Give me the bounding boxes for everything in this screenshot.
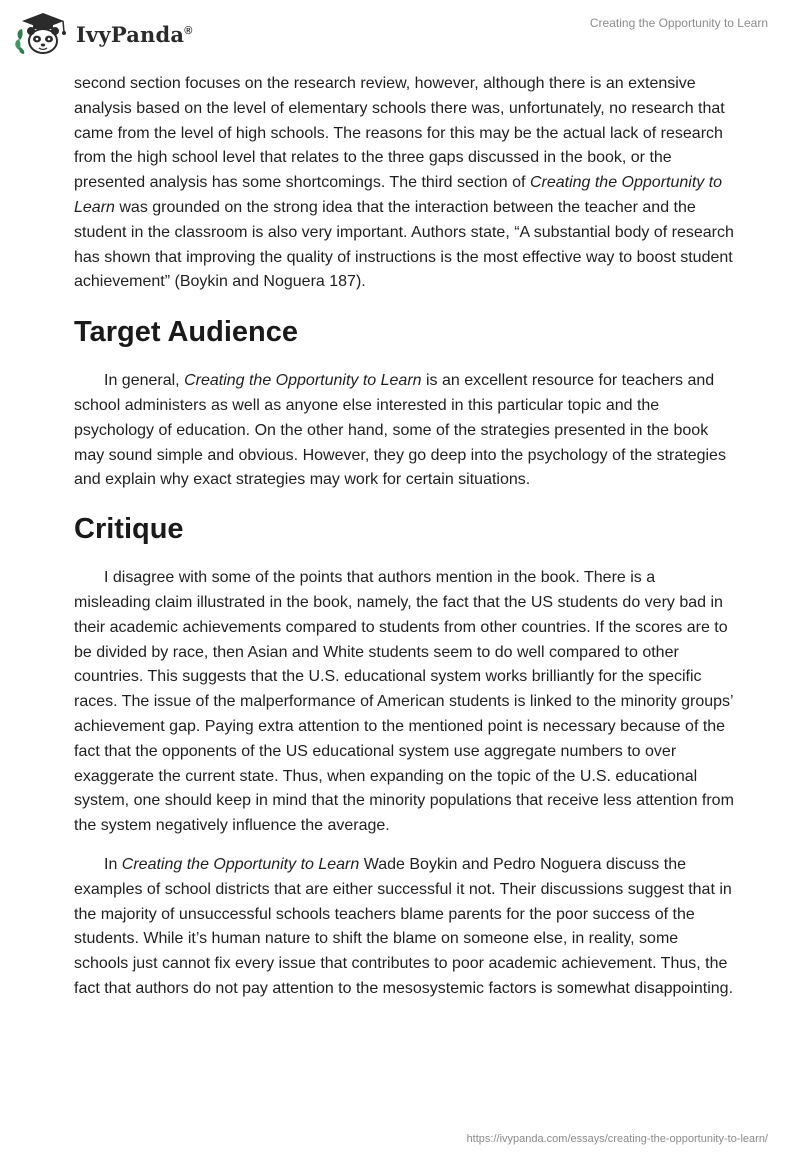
heading-critique: Critique xyxy=(74,513,184,546)
book-title: Creating the Opportunity to Learn xyxy=(121,855,360,873)
page-header xyxy=(0,0,800,70)
paragraph-critique-1: I disagree with some of the points that authors mention in the book. There is a misleading claim illustrated in the book, namely, the fact that the US students do very bad in their academic achievements compared to students from other countries. If the scores are to be divided by race, then Asian and White students seem to do well compared to other countries. This suggests that the U.S. educational system works brilliantly for the specific races. The issue of the malperformance of American students is linked to the minority groups’ achievement gap. Paying extra attention to the mentioned point is necessary because of the fact that the opponents of the US educational system use aggregate numbers to over exaggerate the current state. Thus, when expanding on the topic of the U.S. educational system, one should keep in mind that the minority populations that receive less attention from the system negatively influence the average. xyxy=(74,569,734,835)
book-title: Creating the Opportunity to Learn xyxy=(74,174,723,216)
heading-target-audience: Target Audience xyxy=(74,316,298,349)
essay-body xyxy=(74,72,734,1002)
panda-graduate-icon xyxy=(14,10,72,58)
ivypanda-logo[interactable] xyxy=(14,10,193,58)
book-title: Creating the Opportunity to Learn xyxy=(184,372,422,390)
brand-name: IvyPanda® xyxy=(76,21,193,47)
document-title: Creating the Opportunity to Learn xyxy=(589,16,768,30)
paragraph-critique-2: In Creating the Opportunity to Learn Wade Boykin and Pedro Noguera discuss the examples of school districts that are either successful it not. Their discussions suggest that in the majority of unsuccessful schools teachers blame parents for the poor success of the students. While it’s human nature to shift the blame on someone else, in reality, some schools just cannot fix every issue that contributes to poor academic achievement. Thus, the fact that authors do not pay attention to the mesosystemic factors is somewhat disappointing. xyxy=(74,855,734,997)
paragraph-target-audience: In general, Creating the Opportunity to Learn is an excellent resource for teachers and school administers as well as anyone else interested in this particular topic and the psychology of education. On the other hand, some of the strategies presented in the book may sound simple and obvious. However, they go deep into the psychology of the strategies and explain why exact strategies may work for certain situations. xyxy=(74,372,726,489)
source-url[interactable]: https://ivypanda.com/essays/creating-the-opportunity-to-learn/ xyxy=(466,1133,768,1145)
paragraph-research-review: second section focuses on the research review, however, although there is an extensive analysis based on the level of elementary schools there was, unfortunately, no research that came from the level of high schools. The reasons for this may be the actual lack of research from the high school level that relates to the three gaps discussed in the book, or the presented analysis has some shortcomings. The third section of Creating the Opportunity to Learn was grounded on the strong idea that the interaction between the teacher and the student in the classroom is also very important. Authors state, “A substantial body of research has shown that improving the quality of instructions is the most effective way to boost student achievement” (Boykin and Noguera 187). xyxy=(74,75,734,291)
